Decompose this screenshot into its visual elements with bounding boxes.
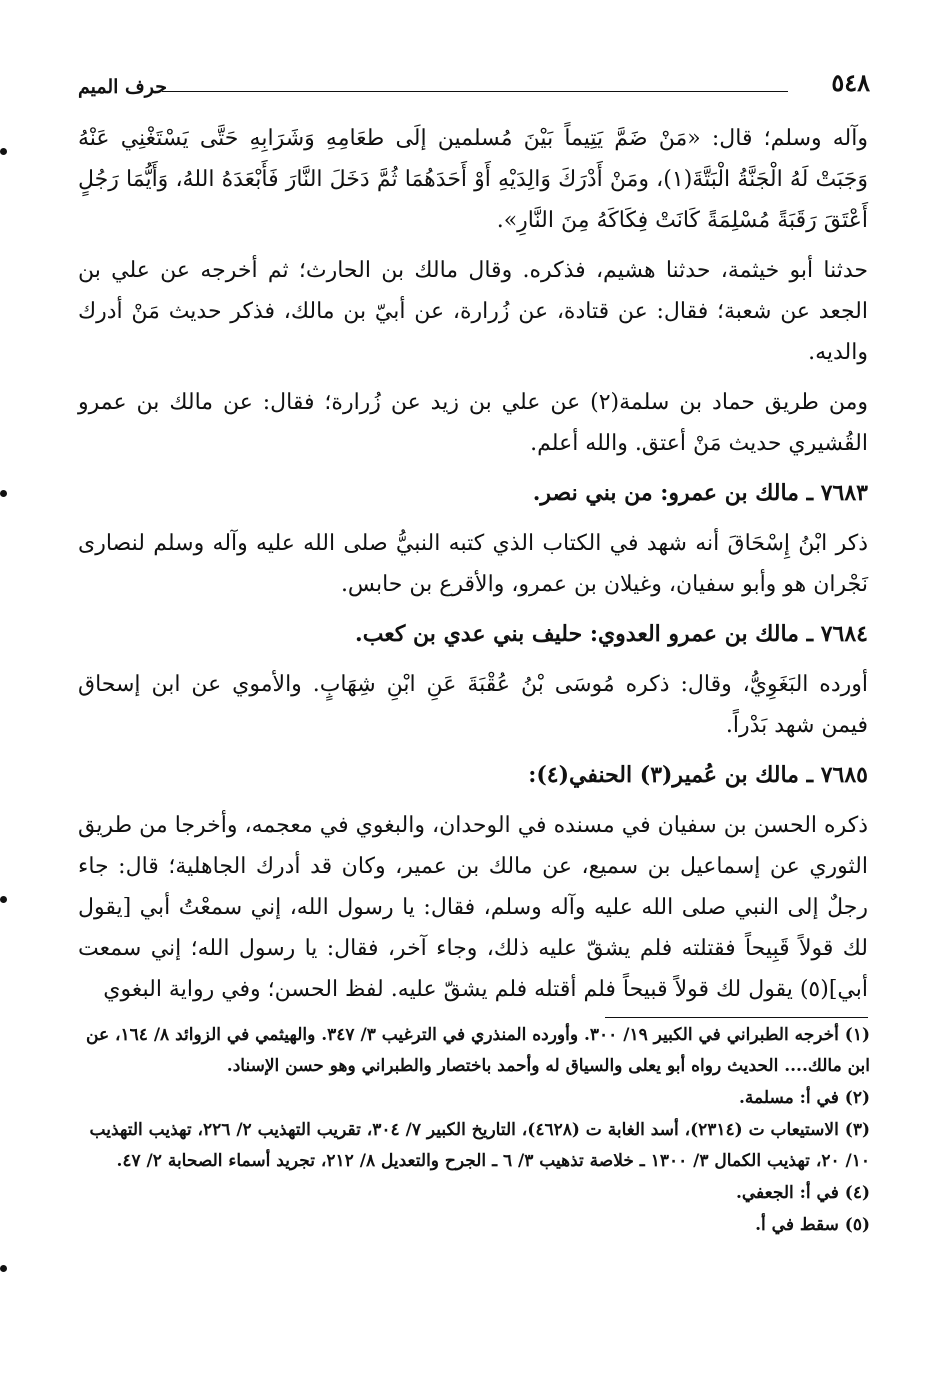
page-number: ٥٤٨ bbox=[831, 68, 870, 97]
scan-mark bbox=[0, 148, 7, 155]
paragraph-chain-1: حدثنا أبو خيثمة، حدثنا هشيم، فذكره. وقال مالك بن الحارث؛ ثم أخرجه عن علي بن الجعد عن شعبة؛ فقال: عن قتادة، عن زُرارة، عن أبيّ بن مالك، فذكر حديث مَنْ أدرك والديه. bbox=[78, 258, 868, 365]
body-text bbox=[78, 118, 868, 1019]
scan-mark bbox=[0, 490, 7, 497]
paragraph-entry-7683: ذكر ابْنُ إِسْحَاقَ أنه شهد في الكتاب الذي كتبه النبيُّ صلى الله عليه وآله وسلم لنصارى نَجْران هو وأبو سفيان، وغيلان بن عمرو، والأقرع بن حابس. bbox=[78, 531, 868, 597]
paragraph-entry-7685: ذكره الحسن بن سفيان في مسنده في الوحدان، والبغوي في معجمه، وأخرجا من طريق الثوري عن إسماعيل بن سميع، عن مالك بن عمير، وكان قد أدرك الجاهلية؛ قال: جاء رجلٌ إلى النبي صلى الله عليه وآله وسلم، فقال: يا رسول الله، إني سمعْتُ أبي [يقول لك قولاً قَبِيحاً فقتلته فلم يشقّ عليه ذلك، وجاء آخر، فقال: يا رسول الله؛ إني سمعت أبي](٥) يقول لك قولاً قبيحاً فلم أقتله فلم يشقّ عليه. لفظ الحسن؛ وفي رواية البغوي bbox=[78, 813, 868, 1002]
header-rule bbox=[162, 91, 788, 92]
scan-mark bbox=[0, 1265, 7, 1272]
entry-heading-7685: ٧٦٨٥ ـ مالك بن عُمير(٣) الحنفي(٤): bbox=[528, 762, 868, 788]
page-header bbox=[78, 66, 870, 106]
scan-mark bbox=[0, 896, 7, 903]
entry-heading-7684: ٧٦٨٤ ـ مالك بن عمرو العدوي: حليف بني عدي بن كعب. bbox=[355, 621, 868, 647]
entry-heading-7683: ٧٦٨٣ ـ مالك بن عمرو: من بني نصر. bbox=[532, 480, 868, 506]
paragraph-hadith: وآله وسلم؛ قال: «مَنْ ضَمَّ يَتِيماً بَيْنَ مُسلمين إلَى طعَامِهِ وَشَرَابِهِ حَتَّى يَسْتَغْنِي عَنْهُ وَجَبَتْ لَهُ الْجَنَّةُ الْبَتَّةَ(١)، ومَنْ أَدْرَكَ وَالِدَيْهِ أَوْ أَحَدَهُمَا ثُمَّ دَخَلَ النَّارَ فَأَبْعَدَهُ اللهُ، وَأَيُّمَا رَجُلٍ أَعْتَقَ رَقَبَةً مُسْلِمَةً كَانَتْ فِكَاكَهُ مِنَ النَّارِ». bbox=[78, 126, 868, 233]
footnote-rule bbox=[605, 1017, 868, 1018]
footnote-1: (١) أخرجه الطبراني في الكبير ١٩/ ٣٠٠. وأورده المنذري في الترغيب ٣/ ٣٤٧. والهيثمي في الزوائد ٨/ ١٦٤، عن ابن مالك.... الحديث رواه أبو يعلى والسياق له وأحمد باختصار والطبراني وهو حسن الإسناد. bbox=[86, 1025, 870, 1076]
section-title: حرف الميم bbox=[78, 76, 167, 98]
footnotes bbox=[78, 1020, 870, 1242]
footnote-3: (٣) الاستيعاب ت (٢٣١٤)، أسد الغابة ت (٤٦٢٨)، التاريخ الكبير ٧/ ٣٠٤، تقريب التهذيب ٢/ ٢٢٦، تهذيب التهذيب ١٠/ ٢٠، تهذيب الكمال ٣/ ١٣٠٠ ـ خلاصة تذهيب ٣/ ٦ ـ الجرح والتعديل ٨/ ٢١٢، تجريد أسماء الصحابة ٢/ ٤٧. bbox=[89, 1120, 870, 1171]
paragraph-entry-7684: أورده البَغَوِيُّ، وقال: ذكره مُوسَى بْنُ عُقْبَةَ عَنِ ابْنِ شِهَابٍ. والأموي عن ابن إسحاق فيمن شهد بَدْراً. bbox=[78, 672, 868, 738]
footnote-4: (٤) في أ: الجعفي. bbox=[735, 1183, 870, 1203]
paragraph-chain-2: ومن طريق حماد بن سلمة(٢) عن علي بن زيد عن زُرارة؛ فقال: عن مالك بن عمرو القُشيري حديث مَنْ أعتق. والله أعلم. bbox=[78, 390, 868, 456]
footnote-2: (٢) في أ: مسلمة. bbox=[738, 1088, 870, 1108]
footnote-5: (٥) سقط في أ. bbox=[755, 1215, 870, 1235]
